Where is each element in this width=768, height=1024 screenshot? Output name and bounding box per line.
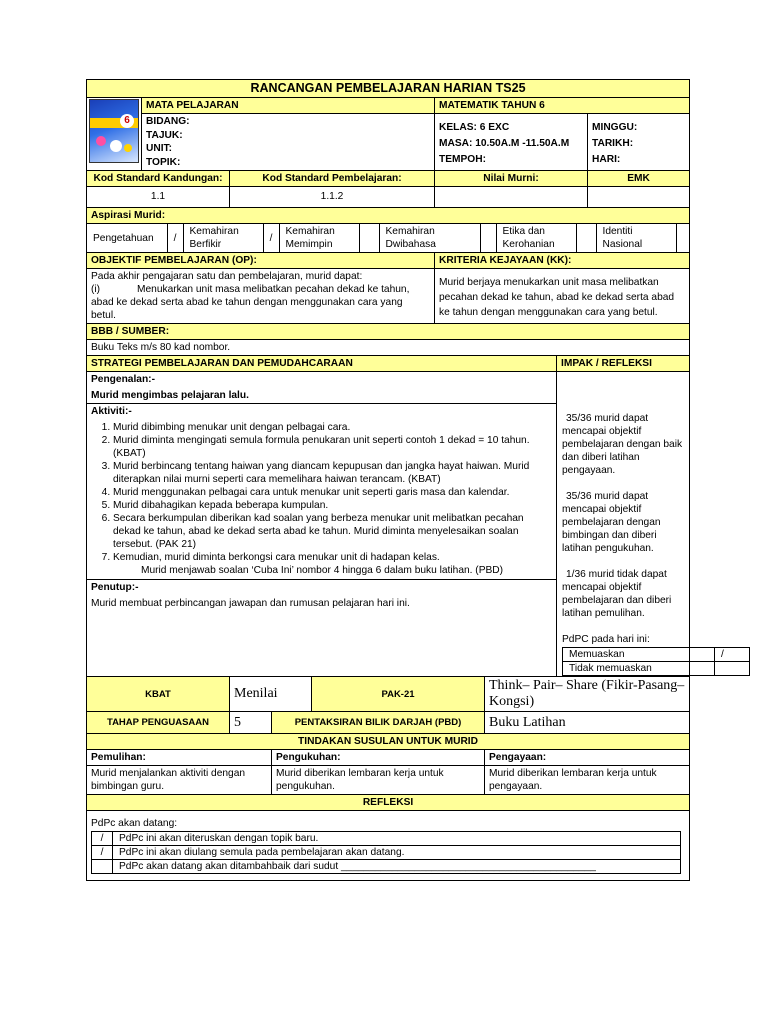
lesson-plan-document — [86, 79, 724, 881]
kod-sp-value: 1.1.2 — [230, 187, 435, 208]
kbat-label: KBAT — [87, 677, 230, 712]
impak-paragraph-2: 35/36 murid dapat mencapai objektif pembelajaran dengan bimbingan dan diberi latihan pengukuhan. — [562, 491, 661, 554]
refleksi-option-mark: / — [92, 846, 113, 860]
objektif-content — [87, 269, 435, 324]
refleksi-option-text: PdPc akan datang akan ditambahbaik dari sudut _____________________________________________ — [113, 860, 681, 874]
pdpc-option-label: Memuaskan — [563, 648, 715, 662]
aktiviti-item: 2. Murid diminta mengingati semula formula penukaran unit seperti contoh 1 dekad = 10 tahun. (KBAT) — [113, 434, 552, 460]
refleksi-intro: PdPc akan datang: — [91, 818, 178, 829]
impak-content — [557, 372, 724, 677]
refleksi-content — [87, 811, 690, 881]
pengukuhan-label: Pengukuhan: — [272, 750, 485, 766]
refleksi-label: REFLEKSI — [87, 795, 690, 811]
aspirasi-mark-1: / — [263, 224, 279, 252]
emk-value — [588, 187, 690, 208]
mata-pelajaran-value: MATEMATIK TAHUN 6 — [435, 98, 690, 114]
pbd-value: Buku Latihan — [485, 712, 690, 734]
pdpc-option-mark: / — [715, 648, 750, 662]
bidang-tajuk-block — [142, 114, 435, 171]
nilai-murni-label: Nilai Murni: — [435, 171, 588, 187]
refleksi-option-text: PdPc ini akan diulang semula pada pembelajaran akan datang. — [113, 846, 681, 860]
tindakan-label: TINDAKAN SUSULAN UNTUK MURID — [87, 734, 690, 750]
kelas-label: KELAS: 6 EXC — [439, 122, 510, 133]
pak21-label: PAK-21 — [312, 677, 485, 712]
lesson-plan-table — [86, 79, 724, 881]
bbb-label: BBB / SUMBER: — [87, 324, 690, 340]
textbook-cover-cell — [87, 98, 142, 171]
refleksi-options — [91, 831, 681, 874]
pemulihan-label: Pemulihan: — [87, 750, 272, 766]
aspirasi-item-1: Kemahiran Berfikir — [183, 224, 263, 252]
aspirasi-mark-4 — [576, 224, 596, 252]
aktiviti-item: 4. Murid menggunakan pelbagai cara untuk menukar unit seperti garis masa dan kalendar. — [113, 486, 552, 499]
aktiviti-item: 6. Secara berkumpulan diberikan kad soalan yang berbeza menukar unit melibatkan pecahan dekad ke tahun, abad ke dekad serta abad ke tahun. Murid diminta menyelesaikan soalan tersebut. (PAK 21) — [113, 512, 552, 551]
tajuk-label: TAJUK: — [146, 129, 183, 141]
pengukuhan-text: Murid diberikan lembaran kerja untuk pengukuhan. — [272, 766, 485, 795]
aktiviti-item: 5. Murid dibahagikan kepada beberapa kumpulan. — [113, 499, 552, 512]
tarikh-label: TARIKH: — [592, 138, 634, 149]
document-title: RANCANGAN PEMBELAJARAN HARIAN TS25 — [87, 80, 690, 98]
penutup-text: Murid membuat perbincangan jawapan dan rumusan pelajaran hari ini. — [91, 598, 410, 609]
aspirasi-grid — [87, 224, 688, 252]
kod-sk-value: 1.1 — [87, 187, 230, 208]
pdpc-today-label: PdPC pada hari ini: — [562, 634, 650, 645]
impak-label: IMPAK / REFLEKSI — [557, 356, 690, 372]
aspirasi-mark-0: / — [167, 224, 183, 252]
aktiviti-label: Aktiviti:- — [91, 406, 132, 417]
aspirasi-mark-3 — [480, 224, 496, 252]
tempoh-label: TEMPOH: — [439, 154, 486, 165]
aktiviti-extra: Murid menjawab soalan ‘Cuba Ini’ nombor 4 hingga 6 dalam buku latihan. (PBD) — [141, 565, 504, 576]
impak-paragraph-3: 1/36 murid tidak dapat mencapai objektif pembelajaran dan diberi latihan pemulihan. — [562, 569, 672, 619]
aktiviti-section — [87, 404, 556, 580]
pemulihan-text: Murid menjalankan aktiviti dengan bimbingan guru. — [87, 766, 272, 795]
aspirasi-mark-5 — [676, 224, 688, 252]
pengenalan-label: Pengenalan:- — [91, 374, 155, 385]
pdpc-option-mark — [715, 662, 750, 676]
refleksi-option-text: PdPc ini akan diteruskan dengan topik baru. — [113, 832, 681, 846]
strategi-label: STRATEGI PEMBELAJARAN DAN PEMUDAHCARAAN — [87, 356, 557, 372]
kod-sk-label: Kod Standard Kandungan: — [87, 171, 230, 187]
unit-label: UNIT: — [146, 143, 173, 154]
pengayaan-text: Murid diberikan lembaran kerja untuk pengayaan. — [485, 766, 690, 795]
aspirasi-item-0: Pengetahuan — [87, 224, 167, 252]
kriteria-text: Murid berjaya menukarkan unit masa melibatkan pecahan dekad ke tahun, abad ke dekad serta abad ke tahun dengan menggunakan cara yang betul. — [435, 269, 690, 324]
pengayaan-label: Pengayaan: — [485, 750, 690, 766]
kod-sp-label: Kod Standard Pembelajaran: — [230, 171, 435, 187]
pbd-label: PENTAKSIRAN BILIK DARJAH (PBD) — [272, 712, 485, 734]
textbook-cover-image: 6 — [89, 99, 139, 163]
refleksi-option-mark — [92, 860, 113, 874]
tahap-label: TAHAP PENGUASAAN — [87, 712, 230, 734]
aktiviti-item: 7. Kemudian, murid diminta berkongsi cara menukar unit di hadapan kelas. — [113, 551, 552, 564]
aspirasi-item-3: Kemahiran Dwibahasa — [379, 224, 480, 252]
pdpc-option-label: Tidak memuaskan — [563, 662, 715, 676]
pengenalan-text: Murid mengimbas pelajaran lalu. — [91, 390, 249, 401]
kelas-block — [435, 114, 588, 171]
objektif-intro: Pada akhir pengajaran satu dan pembelajaran, murid dapat: — [91, 271, 363, 282]
aspirasi-item-2: Kemahiran Memimpin — [279, 224, 359, 252]
aspirasi-item-5: Identiti Nasional — [596, 224, 676, 252]
pak21-value: Think– Pair– Share (Fikir-Pasang– Kongsi) — [485, 677, 690, 712]
hari-label: HARI: — [592, 154, 621, 165]
aktiviti-item: 3. Murid berbincang tentang haiwan yang diancam kepupusan dan jangka hayat haiwan. Murid diterapkan nilai murni seperti cara memelihara haiwan terancam. (KBAT) — [113, 460, 552, 486]
aspirasi-item-4: Etika dan Kerohanian — [496, 224, 576, 252]
objektif-item-number: (i) — [91, 284, 101, 295]
pengenalan-section — [87, 372, 556, 404]
masa-label: MASA: 10.50A.M -11.50A.M — [439, 138, 570, 149]
penutup-label: Penutup:- — [91, 582, 139, 593]
kriteria-label: KRITERIA KEJAYAAN (KK): — [435, 253, 690, 269]
strategi-content — [87, 372, 557, 677]
aspirasi-label: Aspirasi Murid: — [87, 208, 690, 224]
nilai-murni-value — [435, 187, 588, 208]
aktiviti-item: 1. Murid dibimbing menukar unit dengan pelbagai cara. — [113, 421, 552, 434]
penutup-section — [87, 580, 556, 611]
kbat-value: Menilai — [230, 677, 312, 712]
emk-label: EMK — [588, 171, 690, 187]
aspirasi-mark-2 — [359, 224, 379, 252]
aspirasi-row — [87, 224, 690, 253]
tahap-value: 5 — [230, 712, 272, 734]
minggu-label: MINGGU: — [592, 122, 638, 133]
refleksi-option-mark: / — [92, 832, 113, 846]
bidang-label: BIDANG: — [146, 116, 190, 127]
impak-paragraph-1: 35/36 murid dapat mencapai objektif pembelajaran dengan baik dan diberi latihan pengayaan. — [562, 413, 683, 476]
bbb-text: Buku Teks m/s 80 kad nombor. — [87, 340, 690, 356]
objektif-item-text: Menukarkan unit masa melibatkan pecahan dekad ke tahun, abad ke dekad serta abad ke tahun dengan menggunakan cara yang betul. — [91, 284, 410, 321]
minggu-block — [588, 114, 690, 171]
objektif-label: OBJEKTIF PEMBELAJARAN (OP): — [87, 253, 435, 269]
aktiviti-list — [91, 421, 552, 564]
pdpc-today-options — [562, 647, 750, 676]
mata-pelajaran-label: MATA PELAJARAN — [142, 98, 435, 114]
topik-label: TOPIK: — [146, 156, 181, 168]
